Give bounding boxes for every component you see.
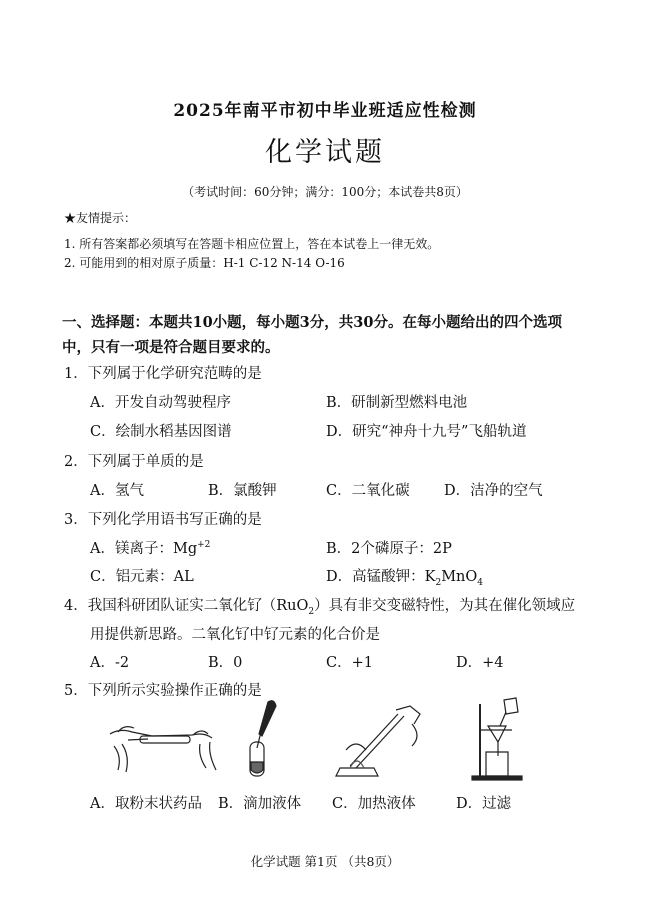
filtration-figure <box>472 698 522 780</box>
tip-item: 2. 可能用到的相对原子质量：H-1 C-12 N-14 O-16 <box>64 256 345 270</box>
subject-title: 化学试题 <box>265 137 385 168</box>
option-d: D．洁净的空气 <box>444 483 543 499</box>
exam-title: 2025年南平市初中毕业班适应性检测 <box>173 101 477 121</box>
option-c: C．+1 <box>326 655 373 671</box>
option-a: A．取粉末状药品 <box>90 796 202 812</box>
experiment-figures <box>100 696 540 782</box>
stem-text: ）具有非交变磁特性，为其在催化领域应 <box>314 598 576 614</box>
subscript: 4 <box>477 577 484 588</box>
option-text: A．镁离子：Mg <box>90 541 198 557</box>
section-line: 中，只有一项是符合题目要求的。 <box>62 339 280 356</box>
tip-item: 1. 所有答案都必须填写在答题卡相应位置上，答在本试卷上一律无效。 <box>64 237 440 251</box>
option-c: C．二氧化碳 <box>326 483 410 499</box>
question-stem-continued: 用提供新思路。二氧化钌中钌元素的化合价是 <box>90 627 380 643</box>
subscript: 2 <box>435 577 442 588</box>
question-stem: 5．下列所示实验操作正确的是 <box>64 683 262 699</box>
subscript: 2 <box>308 606 315 617</box>
formula-part: MnO <box>441 569 478 585</box>
tips-heading: ★友情提示： <box>64 211 137 225</box>
option-b: B．0 <box>208 655 243 671</box>
question-stem: 1．下列属于化学研究范畴的是 <box>64 366 262 382</box>
question-stem: 3．下列化学用语书写正确的是 <box>64 512 262 528</box>
option-b: B．研制新型燃料电池 <box>326 395 468 411</box>
section-line: 一、选择题：本题共10小题，每小题3分，共30分。在每小题给出的四个选项 <box>62 314 562 331</box>
powder-sampling-figure <box>110 727 216 772</box>
option-c: C．绘制水稻基因图谱 <box>90 424 232 440</box>
question-stem <box>64 594 575 617</box>
option-d <box>326 565 483 588</box>
option-b: B．2个磷原子：2P <box>326 541 452 557</box>
option-b: B．氯酸钾 <box>208 483 277 499</box>
heating-figure <box>336 706 420 776</box>
option-a: A．-2 <box>90 655 130 671</box>
option-d: D．+4 <box>456 655 504 671</box>
option-c: C．加热液体 <box>332 796 416 812</box>
option-d: D．过滤 <box>456 796 512 812</box>
exam-info: （考试时间：60分钟；满分：100分；本试卷共8页） <box>182 185 468 199</box>
ion-charge: +2 <box>197 540 211 551</box>
option-a: A．氢气 <box>90 483 144 499</box>
option-a <box>90 537 210 558</box>
stem-text: 4．我国科研团队证实二氧化钌（RuO <box>64 598 309 614</box>
dropper-figure <box>250 701 276 776</box>
section-heading <box>62 310 602 360</box>
option-a: A．开发自动驾驶程序 <box>90 395 231 411</box>
question-stem: 2．下列属于单质的是 <box>64 454 204 470</box>
option-c: C．铝元素：AL <box>90 569 194 585</box>
page-footer: 化学试题 第1页 （共8页） <box>250 854 400 869</box>
option-d: D．研究“神舟十九号”飞船轨道 <box>326 424 527 440</box>
option-text: D．高锰酸钾：K <box>326 569 436 585</box>
option-b: B．滴加液体 <box>218 796 302 812</box>
